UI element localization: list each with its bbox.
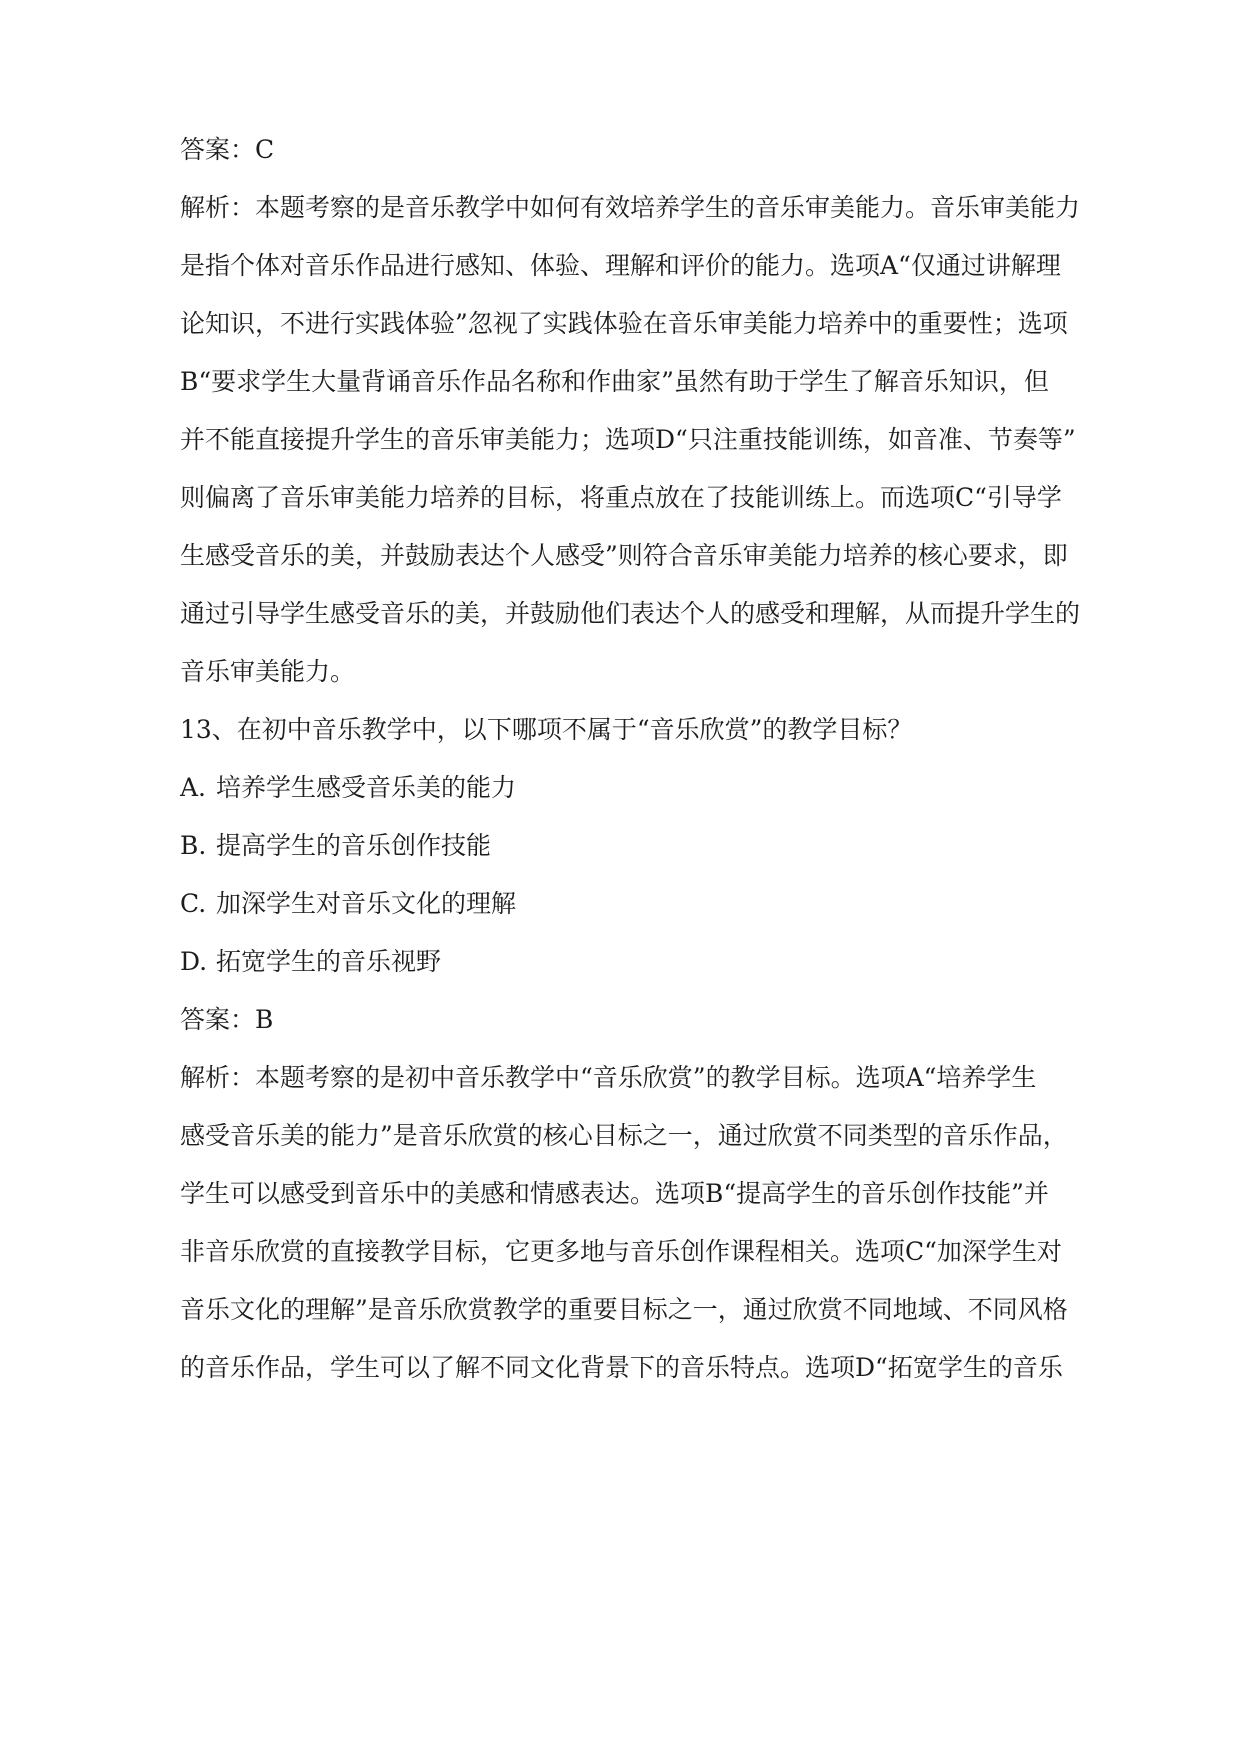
q12-analysis-line: 论知识，不进行实践体验”忽视了实践体验在音乐审美能力培养中的重要性；选项 [180,309,1068,338]
q12-answer: 答案：C [180,135,275,164]
q13-analysis-line: 解析：本题考察的是初中音乐教学中“音乐欣赏”的教学目标。选项A“培养学生 [180,1063,1037,1092]
option-letter: D. [180,947,208,976]
q13-answer: 答案：B [180,1005,274,1034]
q12-analysis-line: 是指个体对音乐作品进行感知、体验、理解和评价的能力。选项A“仅通过讲解理 [180,251,1061,280]
q13-analysis-line: 音乐文化的理解”是音乐欣赏教学的重要目标之一，通过欣赏不同地域、不同风格 [180,1295,1068,1324]
q12-analysis-line: 通过引导学生感受音乐的美，并鼓励他们表达个人的感受和理解，从而提升学生的 [180,599,1081,628]
option-text: 加深学生对音乐文化的理解 [216,889,517,918]
q13-analysis-line: 学生可以感受到音乐中的美感和情感表达。选项B“提高学生的音乐创作技能”并 [180,1179,1049,1208]
option-text: 培养学生感受音乐美的能力 [216,773,517,802]
q12-analysis-line: 解析：本题考察的是音乐教学中如何有效培养学生的音乐审美能力。音乐审美能力 [180,193,1081,222]
q13-analysis [180,1049,1140,1397]
q13-stem: 13、在初中音乐教学中，以下哪项不属于“音乐欣赏”的教学目标？ [180,715,913,744]
q13-analysis-line: 感受音乐美的能力”是音乐欣赏的核心目标之一，通过欣赏不同类型的音乐作品， [180,1121,1068,1150]
q12-analysis-line: B“要求学生大量背诵音乐作品名称和作曲家”虽然有助于学生了解音乐知识，但 [180,367,1049,396]
option-letter: A. [180,773,207,802]
q12-analysis-line: 并不能直接提升学生的音乐审美能力；选项D“只注重技能训练，如音准、节奏等” [180,425,1076,454]
q13-option-b [180,817,1140,875]
q12-analysis-line: 则偏离了音乐审美能力培养的目标，将重点放在了技能训练上。而选项C“引导学 [180,483,1062,512]
option-letter: B. [180,831,207,860]
q13-option-a [180,759,1140,817]
q13-analysis-line: 的音乐作品，学生可以了解不同文化背景下的音乐特点。选项D“拓宽学生的音乐 [180,1353,1063,1382]
option-text: 拓宽学生的音乐视野 [216,947,442,976]
q12-analysis [180,179,1140,701]
option-text: 提高学生的音乐创作技能 [216,831,492,860]
q13-option-c [180,875,1140,933]
q12-analysis-line: 音乐审美能力。 [180,657,356,686]
q13-option-d [180,933,1140,991]
q13-analysis-line: 非音乐欣赏的直接教学目标，它更多地与音乐创作课程相关。选项C“加深学生对 [180,1237,1062,1266]
q12-analysis-line: 生感受音乐的美，并鼓励表达个人感受”则符合音乐审美能力培养的核心要求，即 [180,541,1068,570]
document-body [180,121,1140,1397]
q13-options [180,759,1140,991]
option-letter: C. [180,889,207,918]
